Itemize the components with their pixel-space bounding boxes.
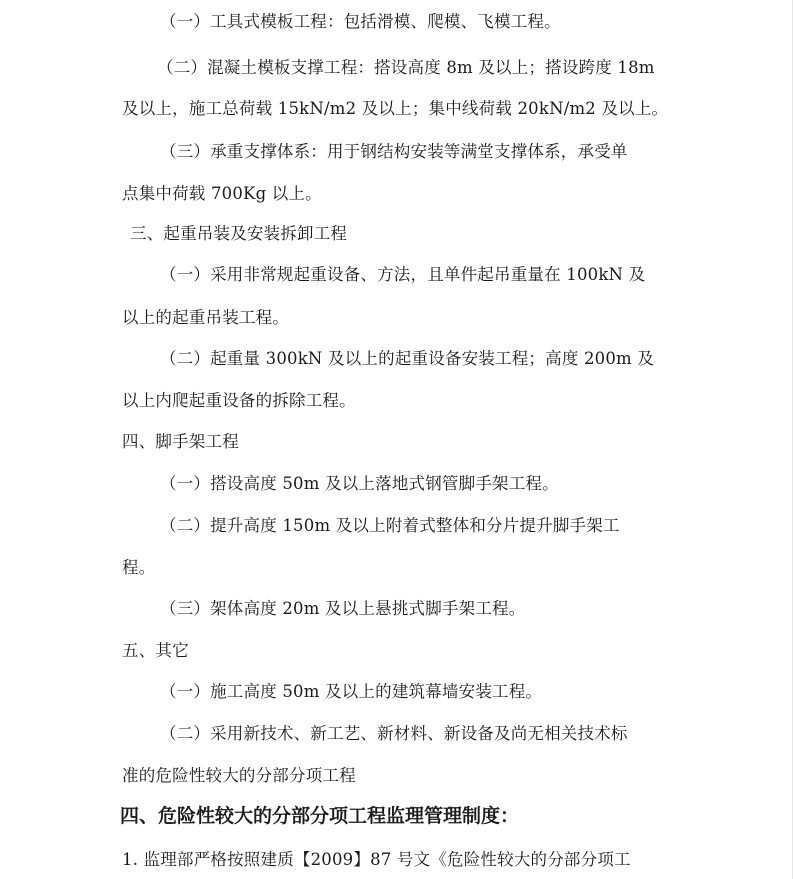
- text-line-nonstandard-lifting: （一）采用非常规起重设备、方法，且单件起吊重量在 100kN 及: [160, 265, 646, 284]
- section-title-others: 五、其它: [122, 641, 189, 660]
- text-line-lifting-scaffold: （二）提升高度 150m 及以上附着式整体和分片提升脚手架工: [160, 516, 620, 535]
- text-line-floor-scaffold: （一）搭设高度 50m 及以上落地式钢管脚手架工程。: [160, 474, 559, 493]
- text-line-construction-load: 及以上，施工总荷载 15kN/m2 及以上；集中线荷载 20kN/m2 及以上。: [122, 99, 669, 118]
- section-title-lifting-installation: 三、起重吊装及安装拆卸工程: [130, 224, 348, 243]
- text-line-new-technology: （二）采用新技术、新工艺、新材料、新设备及尚无相关技术标: [160, 724, 628, 743]
- text-line-tool-formwork: （一）工具式模板工程：包括滑模、爬模、飞模工程。: [160, 12, 561, 31]
- text-line-lifting-scaffold-cont: 程。: [122, 558, 156, 577]
- text-line-concentrated-load: 点集中荷载 700Kg 以上。: [122, 184, 322, 203]
- text-line-load-bearing-system: （三）承重支撑体系：用于钢结构安装等满堂支撑体系，承受单: [160, 142, 628, 161]
- text-line-concrete-formwork-support: （二）混凝土模板支撑工程：搭设高度 8m 及以上；搭设跨度 18m: [157, 58, 655, 77]
- text-line-lifting-works: 以上的起重吊装工程。: [122, 308, 289, 327]
- text-line-lifting-capacity: （二）起重量 300kN 及以上的起重设备安装工程；高度 200m 及: [160, 349, 655, 368]
- text-line-new-technology-cont: 准的危险性较大的分部分项工程: [122, 766, 356, 785]
- text-line-cantilever-scaffold: （三）架体高度 20m 及以上悬挑式脚手架工程。: [160, 599, 526, 618]
- section-title-scaffolding: 四、脚手架工程: [122, 432, 239, 451]
- text-line-numbered-item-1: 1. 监理部严格按照建质【2009】87 号文《危险性较大的分部分项工: [122, 850, 631, 869]
- section-heading-supervision-system: 四、危险性较大的分部分项工程监理管理制度：: [120, 805, 520, 827]
- text-line-curtain-wall: （一）施工高度 50m 及以上的建筑幕墙安装工程。: [160, 682, 543, 701]
- text-line-climbing-crane-removal: 以上内爬起重设备的拆除工程。: [122, 391, 356, 410]
